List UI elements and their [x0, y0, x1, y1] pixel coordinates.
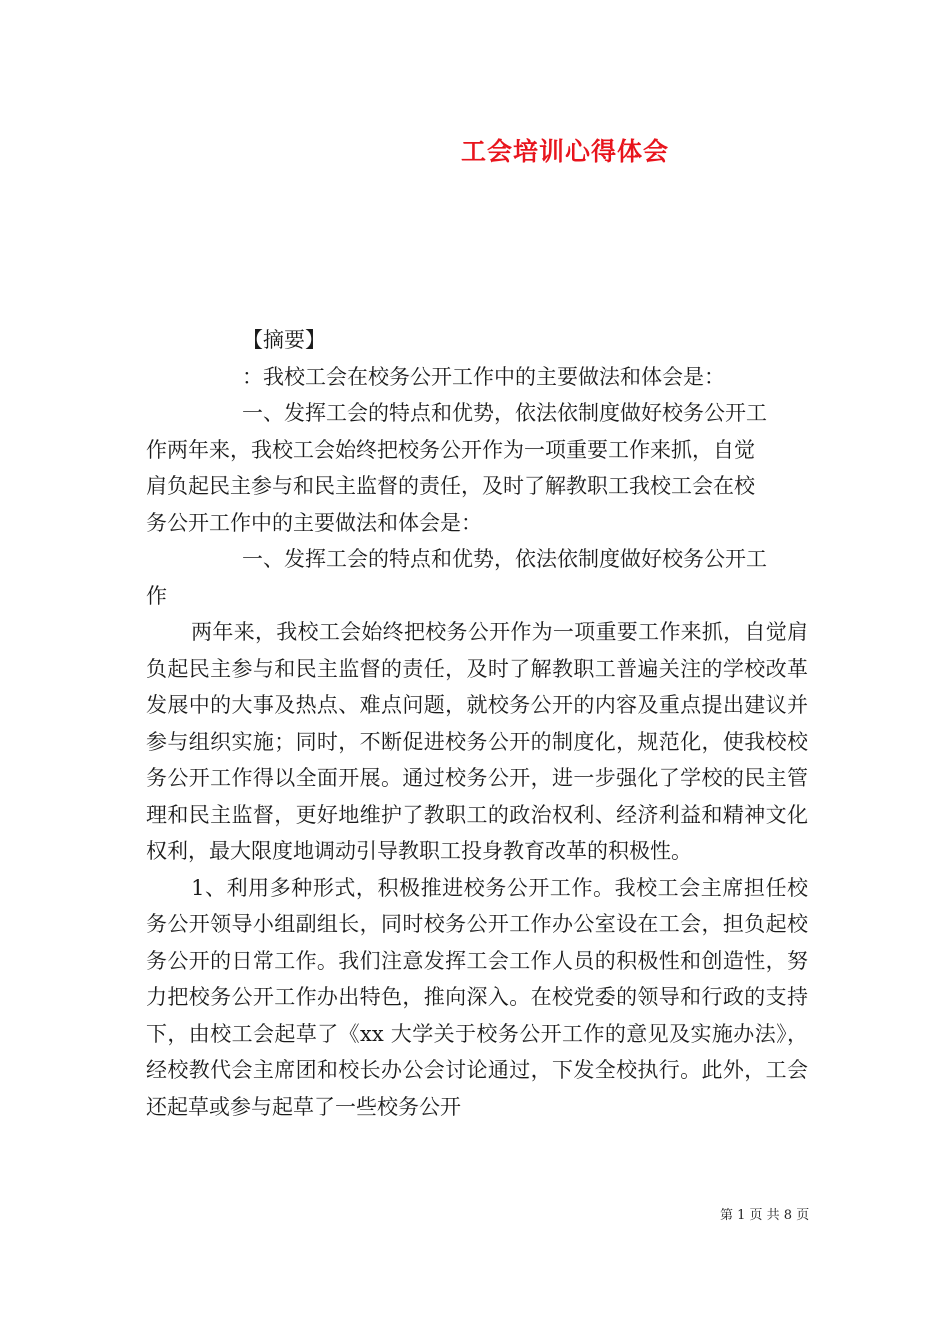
abstract-line: ：我校工会在校务公开工作中的主要做法和体会是：: [242, 364, 725, 389]
paragraph-line: 肩负起民主参与和民主监督的责任，及时了解教职工我校工会在校: [146, 474, 755, 498]
document-title: 工会培训心得体会: [460, 137, 669, 166]
paragraph-line: 务公开工作中的主要做法和体会是：: [146, 510, 482, 535]
section-heading-continuation: 作: [146, 583, 167, 608]
paragraph-line: 作两年来，我校工会始终把校务公开作为一项重要工作来抓，自觉: [146, 437, 755, 462]
paragraph-line: 一、发挥工会的特点和优势，依法依制度做好校务公开工: [242, 401, 767, 425]
abstract-heading: 【摘要】: [242, 328, 326, 352]
body-paragraph: 两年来，我校工会始终把校务公开作为一项重要工作来抓，自觉肩负起民主参与和民主监督的责任，及时了解教职工普遍关注的学校改革发展中的大事及热点、难点问题，就校务公开的内容及重点提出建议并参与组织实施；同时，不断促进校务公开的制度化，规范化，使我校校务公开工作得以全面开展。通过校务公开，进一步强化了学校的民主管理和民主监督，更好地维护了教职工的政治权利、经济利益和精神文化权利，最大限度地调动引导教职工投身教育改革的积极性。: [146, 620, 808, 863]
body-paragraph: 1、利用多种形式，积极推进校务公开工作。我校工会主席担任校务公开领导小组副组长，同时校务公开工作办公室设在工会，担负起校务公开的日常工作。我们注意发挥工会工作人员的积极性和创造性，努力把校务公开工作办出特色，推向深入。在校党委的领导和行政的支持下，由校工会起草了《xx 大学关于校务公开工作的意见及实施办法》，经校教代会主席团和校长办公会讨论通过，下发全校执行。此外，工会还起草或参与起草了一些校务公开: [146, 875, 808, 1119]
section-heading: 一、发挥工会的特点和优势，依法依制度做好校务公开工: [242, 547, 767, 571]
document-body: [146, 322, 808, 1125]
page-number: 第 1 页 共 8 页: [720, 1208, 810, 1223]
